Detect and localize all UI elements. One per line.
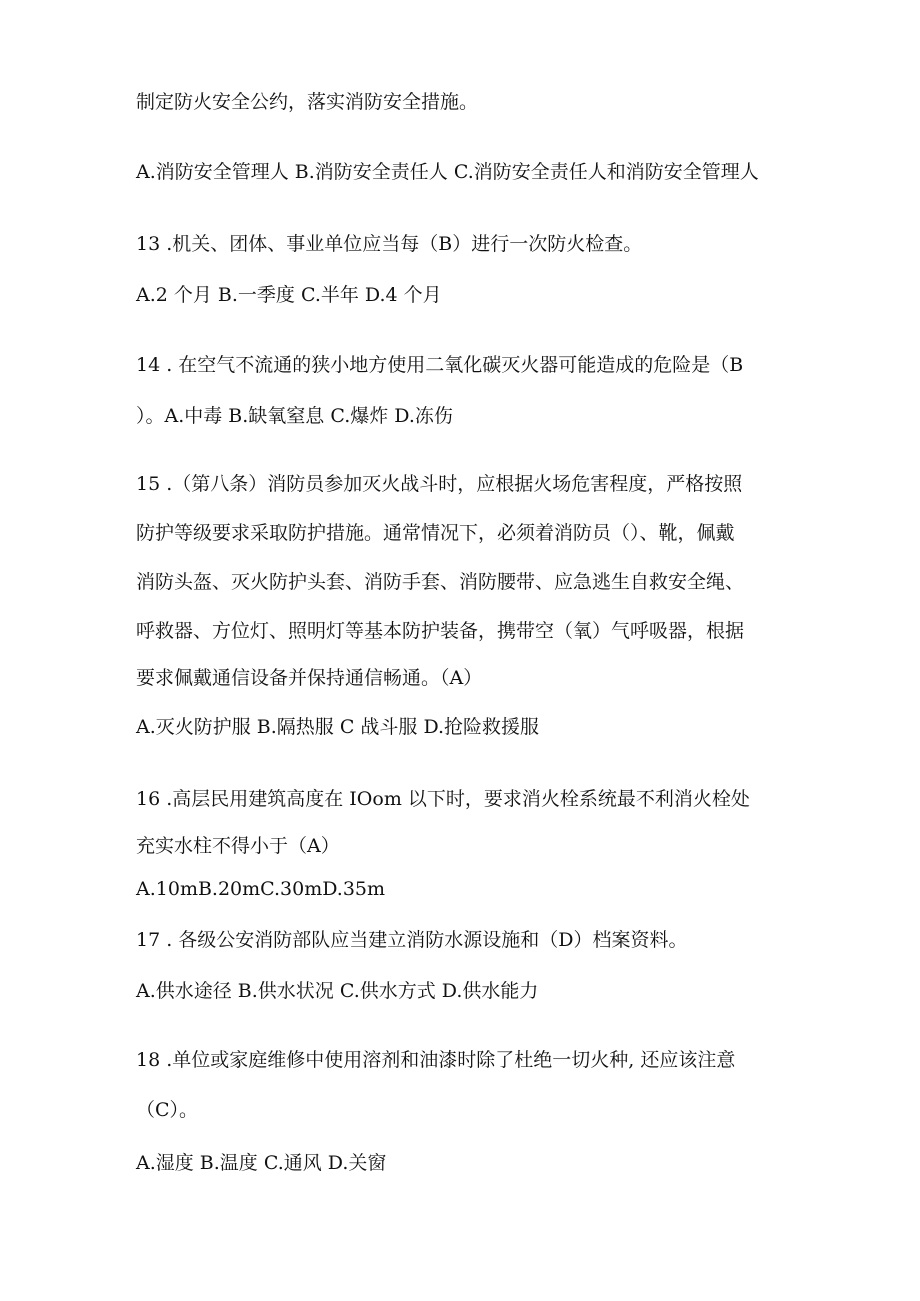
text-line-4: A.2 个月 B.一季度 C.半年 D.4 个月: [136, 284, 442, 306]
text-line-17: A.供水途径 B.供水状况 C.供水方式 D.供水能力: [136, 980, 539, 1002]
text-line-8: 防护等级要求采取防护措施。通常情况下，必须着消防员（）、靴，佩戴: [136, 522, 735, 544]
text-line-5: 14 . 在空气不流通的狭小地方使用二氧化碳灭火器可能造成的危险是（B: [136, 354, 744, 376]
text-line-16: 17 . 各级公安消防部队应当建立消防水源设施和（D）档案资料。: [136, 929, 688, 951]
text-line-12: A.灭火防护服 B.隔热服 C 战斗服 D.抢险救援服: [136, 716, 540, 738]
text-line-13: 16 .高层民用建筑高度在 IOom 以下时，要求消火栓系统最不利消火栓处: [136, 788, 750, 810]
text-line-9: 消防头盔、灭火防护头套、消防手套、消防腰带、应急逃生自救安全绳、: [136, 571, 745, 593]
text-line-18: 18 .单位或家庭维修中使用溶剂和油漆时除了杜绝一切火种, 还应该注意: [136, 1049, 736, 1071]
text-line-15: A.10mB.20mC.30mD.35m: [136, 878, 386, 900]
text-line-20: A.湿度 B.温度 C.通风 D.关窗: [136, 1152, 387, 1174]
text-line-3: 13 .机关、团体、事业单位应当每（B）进行一次防火检查。: [136, 233, 643, 255]
text-line-7: 15 .（第八条）消防员参加灭火战斗时，应根据火场危害程度，严格按照: [136, 473, 743, 495]
text-line-11: 要求佩戴通信设备并保持通信畅通。（A）: [136, 667, 483, 689]
text-line-10: 呼救器、方位灯、照明灯等基本防护装备，携带空（氧）气呼吸器，根据: [136, 620, 745, 642]
text-line-14: 充实水柱不得小于（A）: [136, 835, 340, 857]
text-line-1: 制定防火安全公约，落实消防安全措施。: [136, 91, 479, 113]
text-line-6: ）。A.中毒 B.缺氧窒息 C.爆炸 D.冻伤: [136, 405, 453, 427]
text-line-2: A.消防安全管理人 B.消防安全责任人 C.消防安全责任人和消防安全管理人: [136, 161, 759, 183]
text-line-19: （C）。: [136, 1099, 199, 1121]
